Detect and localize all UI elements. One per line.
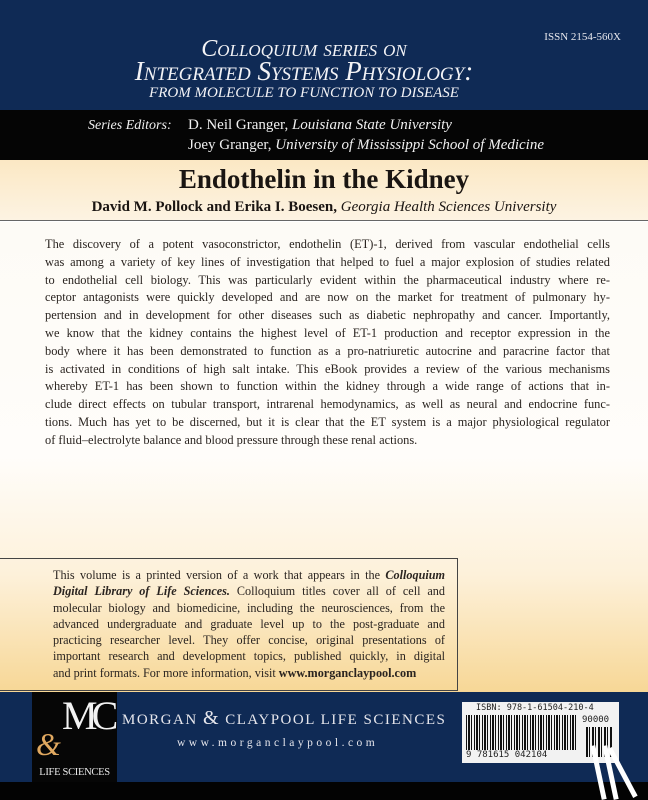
logo-letters: MC — [62, 693, 113, 738]
publisher-name-part: MORGAN — [122, 712, 203, 728]
logo-subtitle: LIFE SCIENCES — [39, 766, 110, 778]
info-box-text — [53, 567, 445, 681]
abstract — [45, 236, 610, 450]
publisher-url-link: www.morganclaypool.com — [278, 665, 417, 680]
series-title-line2: Integrated Systems Physiology: — [134, 56, 474, 86]
info-line — [53, 665, 445, 681]
abstract-line: tions. Much has yet to be discerned, but it is clear that the ET system is a major physiological regulator — [45, 414, 610, 429]
library-name: Digital Library of Life Sciences. — [53, 584, 230, 599]
abstract-line: was among a variety of key lines of investigation that helped to fuel a major explosion of studies related — [45, 254, 610, 269]
info-line: molecular biology and biomedicine, including the neurosciences, from the — [53, 600, 445, 615]
logo-ampersand: & — [36, 726, 61, 762]
info-line — [53, 583, 445, 599]
editors-label: Series Editors: — [88, 118, 172, 133]
info-line: practicing researcher level. They offer concise, original presentations of — [53, 633, 445, 648]
abstract-line: pertension and in development for other diseases such as diabetic nephropathy and cancer. Importantly, — [45, 308, 610, 323]
editor-name: D. Neil Granger, — [188, 117, 289, 133]
abstract-line: The discovery of a potent vasoconstrictor, endothelin (ET)-1, derived from vascular endothelial cells — [45, 237, 610, 251]
author-affiliation: Georgia Health Sciences University — [340, 199, 557, 215]
abstract-line: whereby ET-1 has been shown to function within the kidney through a wide range of actions that in- — [45, 379, 610, 394]
publisher-name — [122, 708, 446, 728]
isbn-number: ISBN: 978-1-61504-210-4 — [476, 703, 594, 713]
barcode-bars — [466, 715, 576, 750]
info-box — [0, 558, 458, 691]
abstract-line: body where it has been demonstrated to function as a pro-natriuretic autocrine and paracrine factor that — [45, 343, 610, 358]
publisher-logo — [32, 692, 117, 782]
publisher-name-part: CLAYPOOL LIFE SCIENCES — [220, 712, 447, 728]
issn: ISSN 2154-560X — [544, 31, 621, 43]
author-names: David M. Pollock and Erika I. Boesen, — [91, 199, 338, 215]
library-name: Colloquium — [385, 568, 446, 582]
info-line: important research and development topics, published quickly, in digital — [53, 649, 445, 664]
abstract-line: clude direct effects on tubular transport, intrarenal hemodynamics, as well as neural and endocrine func- — [45, 397, 610, 412]
publisher-url: www.morganclaypool.com — [177, 737, 379, 749]
abstract-line: is activated in conditions of high salt intake. This eBook provides a review of the various mechanisms — [45, 361, 610, 376]
series-header — [0, 0, 648, 110]
price-code: 90000 — [582, 715, 610, 725]
series-title-line1: Colloquium series on — [201, 36, 407, 62]
info-line: advanced undergraduate and graduate level up to the post-graduate and — [53, 616, 445, 631]
info-line — [53, 567, 445, 583]
abstract-line: we know that the kidney contains the highest level of ET-1 production and receptor expression in the — [45, 325, 610, 340]
editor-affiliation: University of Mississippi School of Medicine — [275, 137, 545, 153]
book-authors — [0, 200, 648, 215]
abstract-line: ceptor antagonists were quickly developed and are now on the market for treatment of pulmonary hy- — [45, 290, 610, 305]
editor-2 — [188, 138, 544, 153]
editor-1 — [188, 118, 452, 133]
series-title-line3: FROM MOLECULE TO FUNCTION TO DISEASE — [149, 85, 459, 101]
book-title: Endothelin in the Kidney — [178, 164, 470, 194]
abstract-line: to endothelial cell biology. This was particularly evident within the pharmaceutical industry where re- — [45, 272, 610, 287]
barcode-number: 9 781615 042104 — [466, 750, 548, 760]
info-text: This volume is a printed version of a work that appears in the — [53, 568, 381, 582]
editor-affiliation: Louisiana State University — [291, 117, 452, 133]
info-text: and print formats. For more information, visit — [53, 665, 279, 680]
editor-name: Joey Granger, — [188, 137, 272, 153]
title-band — [0, 160, 648, 221]
publisher-ampersand: & — [202, 707, 220, 729]
bottom-strip — [0, 782, 648, 800]
info-text: Colloquium titles cover all of cell and — [229, 584, 445, 599]
abstract-line: of fluid–electrolyte balance and blood pressure through these renal actions. — [45, 432, 418, 447]
series-editors — [0, 110, 648, 160]
